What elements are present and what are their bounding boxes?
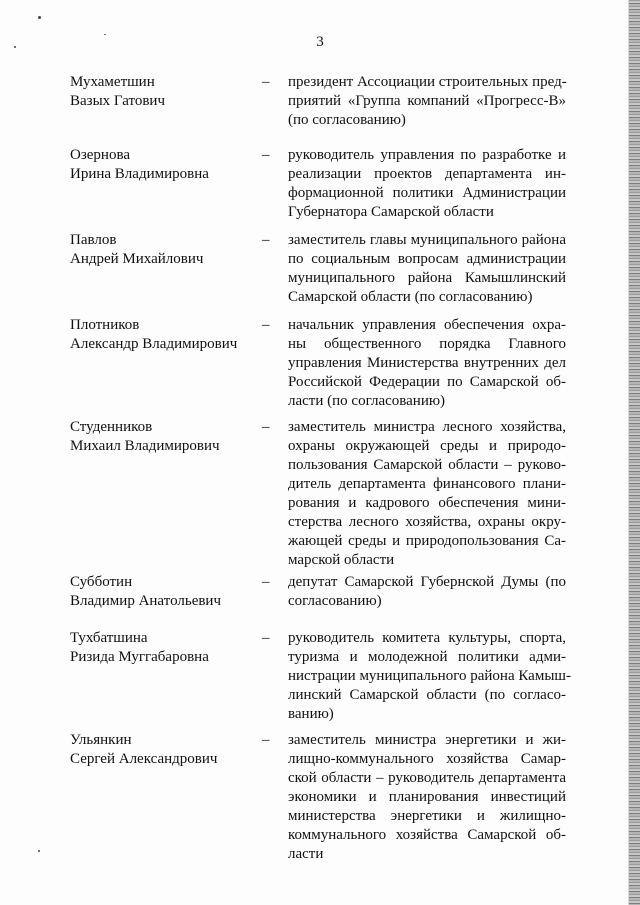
member-position-line: ской области – руководитель департамента [288, 770, 566, 786]
member-position [288, 731, 566, 864]
member-position [288, 418, 566, 570]
dash-separator: – [262, 74, 270, 90]
member-name-line: Ирина Владимировна [70, 166, 209, 182]
member-name [70, 73, 255, 111]
scan-speck [38, 850, 40, 852]
member-position-line: марской области [288, 552, 395, 568]
member-name-line: Михаил Владимирович [70, 438, 220, 454]
member-position-line: Губернатора Самарской области [288, 204, 494, 220]
page-number: 3 [316, 34, 324, 50]
member-position-line: президент Ассоциации строительных пред- [288, 74, 567, 90]
member-position-line: туризма и молодежной политики адми- [288, 649, 566, 665]
member-name-line: Студенников [70, 419, 153, 435]
dash-separator: – [262, 317, 270, 333]
member-name-line: Плотников [70, 317, 140, 333]
member-position-line: стерства лесного хозяйства, охраны окру- [288, 514, 566, 530]
member-position [288, 146, 566, 222]
member-name-line: Владимир Анатольевич [70, 593, 222, 609]
member-position-line: жающей среды и природопользования Са- [288, 533, 566, 549]
member-position [288, 629, 571, 724]
member-position-line: муниципального района Камышлинский [288, 270, 566, 286]
member-name-line: Павлов [70, 232, 117, 248]
member-position [288, 73, 566, 130]
member-name-line: Ризида Муггабаровна [70, 649, 209, 665]
dash-separator: – [262, 419, 270, 435]
member-position [288, 573, 566, 611]
member-position-line: пользования Самарской области – руково- [288, 457, 566, 473]
member-position-line: лищно-коммунального хозяйства Самар- [288, 751, 566, 767]
member-position-line: рования и кадрового обеспечения мини- [288, 495, 566, 511]
member-position-line: охраны окружающей среды и природо- [288, 438, 566, 454]
member-name [70, 418, 255, 456]
member-name-line: Мухаметшин [70, 74, 155, 90]
member-name [70, 146, 255, 184]
member-position-line: управления Министерства внутренних дел [288, 355, 566, 371]
member-position-line: реализации проектов департамента ин- [288, 166, 566, 182]
member-position-line: экономики и планирования инвестиций [288, 789, 566, 805]
member-name [70, 629, 255, 667]
member-name [70, 316, 255, 354]
member-position-line: депутат Самарской Губернской Думы (по [288, 574, 566, 590]
member-position-line: министерства энергетики и жилищно- [288, 808, 566, 824]
dash-separator: – [262, 630, 270, 646]
member-position-line: заместитель главы муниципального района [288, 232, 566, 248]
member-position-line: руководитель управления по разработке и [288, 147, 566, 163]
member-position-line: ласти (по согласованию) [288, 393, 446, 409]
member-name [70, 573, 255, 611]
member-position-line: (по согласованию) [288, 112, 406, 128]
dash-separator: – [262, 147, 270, 163]
scan-edge-artifact [628, 0, 640, 905]
member-name [70, 231, 255, 269]
member-position-line: Российской Федерации по Самарской об- [288, 374, 566, 390]
dash-separator: – [262, 732, 270, 748]
member-name-line: Ульянкин [70, 732, 132, 748]
member-name-line: Александр Владимирович [70, 336, 238, 352]
member-name-line: Субботин [70, 574, 133, 590]
member-name [70, 731, 255, 769]
member-position-line: ласти [288, 846, 324, 862]
member-position-line: согласованию) [288, 593, 382, 609]
member-position-line: формационной политики Администрации [288, 185, 566, 201]
member-position-line: линский Самарской области (по согласо- [288, 687, 566, 703]
member-name-line: Сергей Александрович [70, 751, 218, 767]
member-name-line: Тухбатшина [70, 630, 148, 646]
member-position-line: приятий «Группа компаний «Прогресс-В» [288, 93, 566, 109]
member-position-line: ванию) [288, 706, 334, 722]
dash-separator: – [262, 574, 270, 590]
member-position-line: начальник управления обеспечения охра- [288, 317, 566, 333]
scan-speck [38, 16, 41, 19]
member-position [288, 316, 566, 411]
member-name-line: Озернова [70, 147, 130, 163]
member-position-line: заместитель министра энергетики и жи- [288, 732, 566, 748]
dash-separator: – [262, 232, 270, 248]
member-position [288, 231, 566, 307]
member-position-line: дитель департамента финансового плани- [288, 476, 566, 492]
member-position-line: руководитель комитета культуры, спорта, [288, 630, 566, 646]
member-position-line: коммунального хозяйства Самарской об- [288, 827, 566, 843]
member-position-line: по социальным вопросам администрации [288, 251, 566, 267]
member-name-line: Андрей Михайлович [70, 251, 204, 267]
member-name-line: Вазых Гатович [70, 93, 165, 109]
member-position-line: заместитель министра лесного хозяйства, [288, 419, 566, 435]
member-position-line: ны общественного порядка Главного [288, 336, 566, 352]
member-position-line: Самарской области (по согласованию) [288, 289, 533, 305]
member-position-line: нистрации муниципального района Камыш- [288, 668, 571, 684]
